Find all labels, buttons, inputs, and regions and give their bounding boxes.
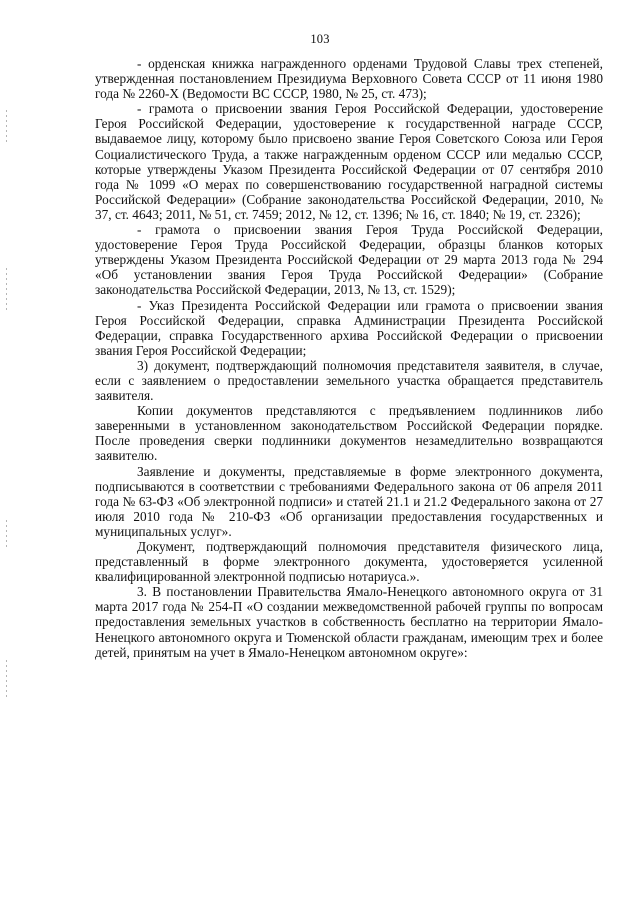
list-item-hero-of-russia-certificate: - грамота о присвоении звания Героя Российской Федерации, удостоверение Героя Российской Федерации, удостоверение к государственной награде СССР, выдаваемое лицу, которому было присвоено звание Героя Советского Союза или Героя Социалистического Труда, а также награжденным орденом СССР или медалью СССР, которые утверждены Указом Президента Российской Федерации от 07 сентября 2010 года № 1099 «О мерах по совершенствованию государственной наградной системы Российской Федерации» (Собрание законодательства Российской Федерации, 2010, № 37, ст. 4643; 2011, № 51, ст. 7459; 2012, № 12, ст. 1396; № 16, ст. 1840; № 19, ст. 2326); bbox=[95, 101, 603, 222]
paragraph-resolution-amendment: 3. В постановлении Правительства Ямало-Ненецкого автономного округа от 31 марта 2017 года № 254-П «О создании межведомственной рабочей группы по вопросам предоставления земельных участков в собственность бесплатно на территории Ямало-Ненецкого автономного округа и Тюменской области гражданам, имеющим трех и более детей, принятым на учет в Ямало-Ненецком автономном округе»: bbox=[95, 584, 603, 660]
scan-margin-mark bbox=[6, 110, 7, 144]
list-item-hero-of-labor-certificate: - грамота о присвоении звания Героя Труда Российской Федерации, удостоверение Героя Труда Российской Федерации, образцы бланков которых утверждены Указом Президента Российской Федерации от 29 марта 2013 года № 294 «Об установлении звания Героя Труда Российской Федерации» (Собрание законодательства Российской Федерации, 2013, № 13, ст. 1529); bbox=[95, 222, 603, 298]
document-body bbox=[95, 56, 603, 660]
scan-margin-mark bbox=[6, 660, 7, 700]
paragraph-document-copies: Копии документов представляются с предъявлением подлинников либо заверенными в установленном законодательством Российской Федерации порядке. После проведения сверки подлинники документов незамедлительно возвращаются заявителю. bbox=[95, 403, 603, 464]
paragraph-representative-authority: 3) документ, подтверждающий полномочия представителя заявителя, в случае, если с заявлением о предоставлении земельного участка обращается представитель заявителя. bbox=[95, 357, 603, 404]
list-item-order-book: - орденская книжка награжденного орденами Трудовой Славы трех степеней, утвержденная постановлением Президиума Верховного Совета СССР от 11 июня 1980 года № 2260-Х (Ведомости ВС СССР, 1980, № 25, ст. 473); bbox=[95, 56, 603, 102]
page-number: 103 bbox=[310, 32, 330, 46]
scan-margin-mark bbox=[6, 268, 7, 310]
paragraph-electronic-signature: Заявление и документы, представляемые в форме электронного документа, подписываются в соответствии с требованиями Федерального закона от 06 апреля 2011 года № 63-ФЗ «Об электронной подписи» и статей 21.1 и 21.2 Федерального закона от 27 июля 2010 года № 210-ФЗ «Об организации предоставления государственных и муниципальных услуг». bbox=[95, 463, 603, 539]
paragraph-electronic-authority: Документ, подтверждающий полномочия представителя физического лица, представленный в форме электронного документа, удостоверяется усиленной квалифицированной электронной подписью нотариуса.». bbox=[95, 539, 603, 585]
list-item-presidential-decree: - Указ Президента Российской Федерации или грамота о присвоении звания Героя Российской Федерации, справка Администрации Президента Российской Федерации, справка Государственного архива Российской Федерации о присвоении звания Героя Российской Федерации; bbox=[95, 297, 603, 358]
scan-margin-mark bbox=[6, 520, 7, 550]
